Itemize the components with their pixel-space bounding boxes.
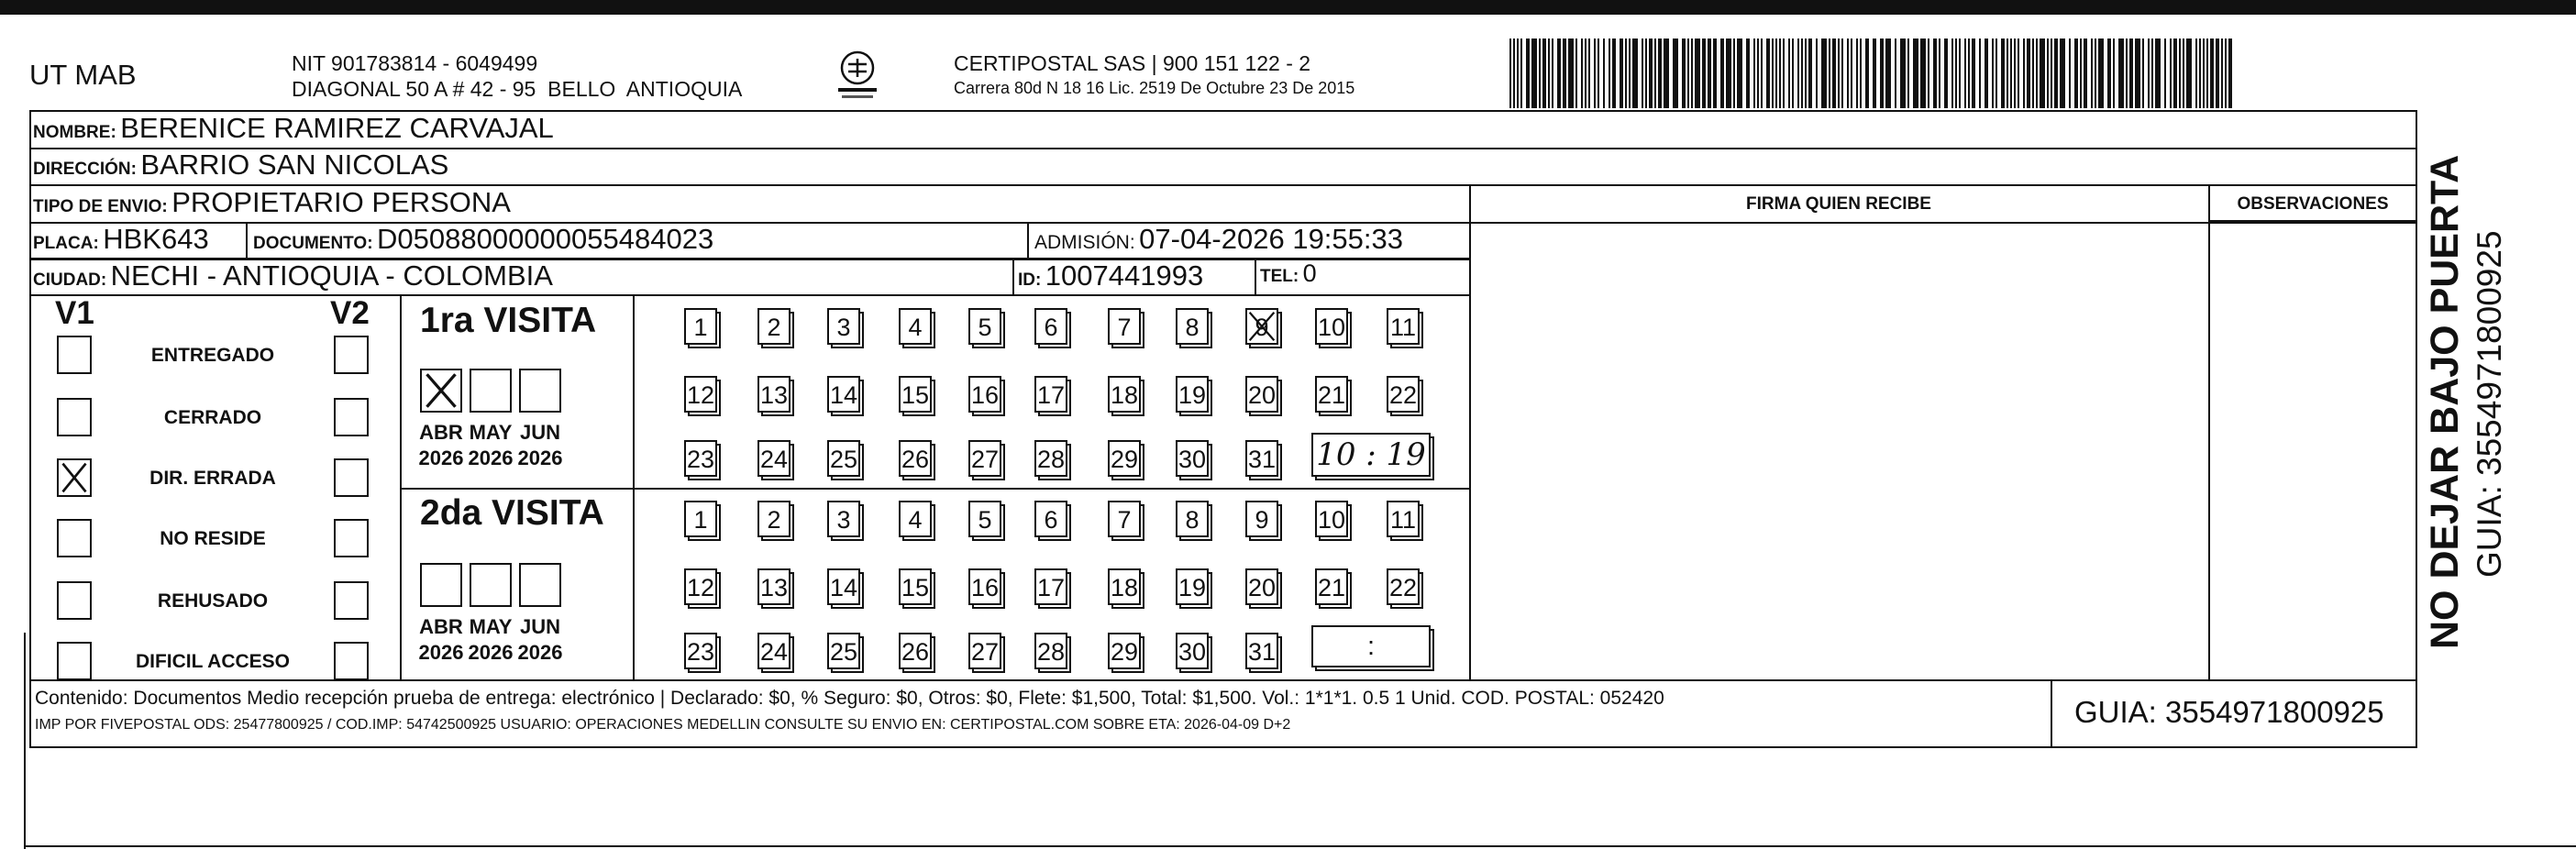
- visit2-month-label: ABR: [419, 615, 463, 638]
- visit2-month-label: JUN: [519, 615, 560, 638]
- barcode-bar: [2206, 39, 2208, 108]
- v2-checkbox[interactable]: [334, 581, 369, 620]
- barcode-bar: [1913, 39, 1918, 108]
- visit2-day-box[interactable]: 15: [899, 568, 932, 605]
- barcode-bar: [2155, 39, 2161, 108]
- barcode-bar: [1620, 39, 1623, 108]
- barcode-bar: [1702, 39, 1706, 108]
- visit2-day-box[interactable]: 30: [1176, 633, 1209, 669]
- placa-value: HBK643: [103, 223, 209, 255]
- barcode-bar: [2173, 39, 2177, 108]
- barcode-bar: [1733, 39, 1735, 108]
- visit2-day-box[interactable]: 19: [1176, 568, 1209, 605]
- visit1-day-box[interactable]: 11: [1387, 308, 1420, 345]
- barcode-bar: [2060, 39, 2065, 108]
- barcode-bar: [1788, 39, 1790, 108]
- barcode-bar: [2179, 39, 2181, 108]
- visit1-day-box[interactable]: 10: [1315, 308, 1348, 345]
- barcode-bar: [1687, 39, 1689, 108]
- barcode-bar: [1972, 39, 1975, 108]
- visit2-day-box[interactable]: 27: [968, 633, 1001, 669]
- id-value: 1007441993: [1045, 259, 1204, 292]
- visit2-month-year: 2026: [468, 641, 514, 664]
- barcode-bar: [2210, 39, 2214, 108]
- direccion-label: DIRECCIÓN:: [33, 160, 137, 179]
- visit2-title: 2da VISITA: [420, 493, 604, 533]
- barcode-bar: [1658, 39, 1662, 108]
- barcode-bar: [2040, 39, 2045, 108]
- barcode-bar: [1968, 39, 1970, 108]
- visit1-day-box[interactable]: 19: [1176, 376, 1209, 413]
- divider: [400, 488, 1469, 490]
- visit2-time: :: [1366, 632, 1376, 661]
- divider: [2208, 185, 2210, 679]
- visit1-day-box[interactable]: 17: [1034, 376, 1067, 413]
- visit1-day-box[interactable]: 15: [899, 376, 932, 413]
- barcode-bar: [1757, 39, 1759, 108]
- placa-label: PLACA:: [33, 234, 99, 253]
- barcode-bar: [1996, 39, 1997, 108]
- barcode-bar: [1588, 39, 1590, 108]
- v1-checkbox[interactable]: [57, 642, 92, 680]
- barcode-bar: [1649, 39, 1653, 108]
- barcode-bar: [1645, 39, 1647, 108]
- barcode-bar: [2183, 39, 2184, 108]
- visit2-day-box[interactable]: 12: [684, 568, 717, 605]
- barcode-bar: [2023, 39, 2025, 108]
- barcode-bar: [1513, 39, 1515, 108]
- certipostal-logo: [833, 48, 882, 105]
- barcode-bar: [2126, 39, 2128, 108]
- visit1-day-box[interactable]: 18: [1108, 376, 1141, 413]
- visit2-month-checkbox[interactable]: [519, 563, 561, 607]
- barcode-bar: [1851, 39, 1852, 108]
- barcode-bar: [1832, 39, 1836, 108]
- carrier-license: Carrera 80d N 18 16 Lic. 2519 De Octubre 23 De 2015: [954, 79, 1355, 97]
- visit1-month-checkbox[interactable]: [470, 369, 512, 413]
- barcode-bar: [1779, 39, 1781, 108]
- v2-checkbox[interactable]: [334, 642, 369, 680]
- barcode-bar: [1979, 39, 1981, 108]
- nombre-label: NOMBRE:: [33, 123, 116, 142]
- barcode-bar: [2225, 39, 2227, 108]
- barcode-bar: [2142, 39, 2144, 108]
- visit2-day-box[interactable]: 10: [1315, 501, 1348, 537]
- visit2-month-year: 2026: [418, 641, 464, 664]
- barcode-bar: [1726, 39, 1731, 108]
- barcode-bar: [2027, 39, 2030, 108]
- barcode-bar: [1928, 39, 1929, 108]
- documento-label: DOCUMENTO:: [253, 234, 373, 253]
- barcode-bar: [2007, 39, 2008, 108]
- visit2-month-checkbox[interactable]: [420, 563, 462, 607]
- barcode-bar: [1920, 39, 1926, 108]
- visit1-day-box[interactable]: 30: [1176, 440, 1209, 477]
- visit1-day-box[interactable]: 16: [968, 376, 1001, 413]
- status-label: CERRADO: [163, 407, 262, 428]
- barcode-bar: [1612, 39, 1616, 108]
- tipo-row: [33, 186, 511, 219]
- barcode-bar: [1900, 39, 1906, 108]
- visit1-month-year: 2026: [418, 447, 464, 469]
- direccion-row: [33, 149, 448, 182]
- visit1-day-box[interactable]: 26: [899, 440, 932, 477]
- status-label: DIR. ERRADA: [149, 468, 276, 489]
- barcode-bar: [2228, 39, 2232, 108]
- v2-header: V2: [330, 295, 370, 331]
- barcode-bar: [1629, 39, 1631, 108]
- visit1-month-label: JUN: [519, 421, 560, 444]
- v2-checkbox[interactable]: [334, 398, 369, 436]
- visit2-day-box[interactable]: 4: [899, 501, 932, 537]
- visit1-day-box[interactable]: 6: [1034, 308, 1067, 345]
- visit1-day-box[interactable]: 20: [1245, 376, 1278, 413]
- divider: [1027, 222, 1029, 259]
- visit2-day-box[interactable]: 11: [1387, 501, 1420, 537]
- v2-checkbox[interactable]: [334, 519, 369, 557]
- status-label: DIFICIL ACCESO: [135, 651, 290, 672]
- barcode-bar: [1753, 39, 1755, 108]
- barcode-bar: [2018, 39, 2019, 108]
- barcode-bar: [2195, 39, 2197, 108]
- visit1-month-checkbox[interactable]: [420, 369, 462, 413]
- visit1-month-year: 2026: [517, 447, 563, 469]
- barcode-bar: [2098, 39, 2104, 108]
- barcode-bar: [1526, 39, 1530, 108]
- visit2-day-box[interactable]: 24: [757, 633, 790, 669]
- visit1-day-number: 9: [1255, 314, 1269, 341]
- nit: NIT 901783814 - 6049499: [292, 51, 538, 75]
- visit1-day-box[interactable]: 5: [968, 308, 1001, 345]
- visit2-day-box[interactable]: 1: [684, 501, 717, 537]
- visit2-day-box[interactable]: 3: [827, 501, 860, 537]
- barcode-bar: [1517, 39, 1519, 108]
- barcode-bar: [1860, 39, 1862, 108]
- visit1-day-box[interactable]: 28: [1034, 440, 1067, 477]
- admision-value: 07-04-2026 19:55:33: [1139, 223, 1403, 255]
- visit2-day-box[interactable]: 23: [684, 633, 717, 669]
- barcode-bar: [1585, 39, 1587, 108]
- barcode-bar: [1885, 39, 1891, 108]
- visit1-day-box[interactable]: 31: [1245, 440, 1278, 477]
- barcode-bar: [2129, 39, 2133, 108]
- status-label: NO RESIDE: [160, 528, 266, 549]
- visit1-day-box[interactable]: 8: [1176, 308, 1209, 345]
- barcode-bar: [2186, 39, 2192, 108]
- visit2-day-box[interactable]: 6: [1034, 501, 1067, 537]
- barcode-bar: [2091, 39, 2093, 108]
- barcode-bar: [1664, 39, 1669, 108]
- barcode-bar: [2069, 39, 2071, 108]
- barcode-bar: [2010, 39, 2012, 108]
- barcode-bar: [1695, 39, 1700, 108]
- visit2-day-box[interactable]: 9: [1245, 501, 1278, 537]
- barcode-bar: [1598, 39, 1599, 108]
- v1-checkbox[interactable]: [57, 458, 92, 497]
- visit1-day-box[interactable]: 7: [1108, 308, 1141, 345]
- side-guia: GUIA: 3554971800925: [2471, 230, 2508, 578]
- visit1-day-box[interactable]: 1: [684, 308, 717, 345]
- visit2-day-box[interactable]: 7: [1108, 501, 1141, 537]
- barcode-bar: [1985, 39, 1988, 108]
- barcode-bar: [1964, 39, 1966, 108]
- divider: [2051, 679, 2052, 748]
- barcode-bar: [1847, 39, 1849, 108]
- barcode-bar: [2051, 39, 2052, 108]
- barcode-bar: [1568, 39, 1574, 108]
- barcode-bar: [1821, 39, 1827, 108]
- barcode-bar: [1542, 39, 1546, 108]
- barcode-bar: [1907, 39, 1909, 108]
- barcode-bar: [1856, 39, 1858, 108]
- divider: [1469, 185, 1471, 679]
- barcode-bar: [1746, 39, 1750, 108]
- visit2-day-box[interactable]: 21: [1315, 568, 1348, 605]
- visit1-day-box[interactable]: 25: [827, 440, 860, 477]
- barcode-bar: [1895, 39, 1896, 108]
- barcode-bar: [1992, 39, 1994, 108]
- barcode-bar: [1783, 39, 1785, 108]
- footer-contenido: Contenido: Documentos Medio recepción prueba de entrega: electrónico | Declarado: $0, % Seguro: $0, Otros: $0, Flete: $1,500, Total: $1,500. Vol.: 1*1*1. 0.5 1 Unid. COD. POSTAL: 052420: [35, 688, 1664, 709]
- barcode-bar: [1829, 39, 1830, 108]
- barcode-bar: [1944, 39, 1948, 108]
- company-address: DIAGONAL 50 A # 42 - 95 BELLO ANTIOQUIA: [292, 77, 743, 101]
- barcode-bar: [1581, 39, 1583, 108]
- barcode-bar: [1959, 39, 1961, 108]
- status-label: ENTREGADO: [150, 345, 275, 366]
- barcode-bar: [1841, 39, 1843, 108]
- visit1-month-year: 2026: [468, 447, 514, 469]
- ciudad-value: NECHI - ANTIOQUIA - COLOMBIA: [110, 259, 553, 292]
- barcode-bar: [2148, 39, 2150, 108]
- barcode-bar: [2014, 39, 2016, 108]
- visit1-title: 1ra VISITA: [420, 301, 597, 340]
- barcode-bar: [1761, 39, 1763, 108]
- barcode-bar: [1673, 39, 1678, 108]
- barcode-bar: [1880, 39, 1884, 108]
- visit2-day-box[interactable]: 18: [1108, 568, 1141, 605]
- visit1-day-box[interactable]: 29: [1108, 440, 1141, 477]
- visit2-day-box[interactable]: 26: [899, 633, 932, 669]
- tipo-value: PROPIETARIO PERSONA: [171, 186, 511, 218]
- visit2-day-box[interactable]: 16: [968, 568, 1001, 605]
- divider: [1012, 259, 1014, 295]
- company-name: UT MAB: [29, 59, 137, 91]
- visit2-month-label: MAY: [469, 615, 513, 638]
- barcode-bar: [1792, 39, 1794, 108]
- visit2-day-box[interactable]: 2: [757, 501, 790, 537]
- barcode-bar: [1816, 39, 1818, 108]
- tipo-label: TIPO DE ENVIO:: [33, 197, 168, 216]
- barcode-bar: [2084, 39, 2087, 108]
- barcode-bar: [1557, 39, 1561, 108]
- admision-label: ADMISIÓN:: [1034, 232, 1135, 253]
- barcode-bar: [2047, 39, 2049, 108]
- documento-value: D05088000000055484023: [377, 223, 714, 255]
- id-field: [1018, 259, 1203, 292]
- barcode-bar: [1563, 39, 1566, 108]
- visit2-day-box[interactable]: 17: [1034, 568, 1067, 605]
- barcode-bar: [1708, 39, 1711, 108]
- divider: [1255, 259, 1256, 295]
- barcode-bar: [1603, 39, 1605, 108]
- no-dejar-bajo-puerta: NO DEJAR BAJO PUERTA: [2423, 154, 2467, 649]
- barcode-bar: [1955, 39, 1957, 108]
- visit2-day-box[interactable]: 31: [1245, 633, 1278, 669]
- barcode-bar: [1797, 39, 1799, 108]
- barcode-bar: [2095, 39, 2096, 108]
- v1-checkbox[interactable]: [57, 581, 92, 620]
- visit1-day-box[interactable]: 27: [968, 440, 1001, 477]
- visit2-time-box: [1311, 625, 1431, 667]
- barcode-bar: [1808, 39, 1812, 108]
- visit1-day-box[interactable]: 23: [684, 440, 717, 477]
- barcode-bar: [1766, 39, 1770, 108]
- barcode-bar: [1838, 39, 1840, 108]
- barcode-bar: [1691, 39, 1693, 108]
- barcode-bar: [2135, 39, 2140, 108]
- barcode-bar: [1594, 39, 1596, 108]
- v1-checkbox[interactable]: [57, 519, 92, 557]
- visit1-day-box[interactable]: 13: [757, 376, 790, 413]
- barcode-bar: [1951, 39, 1953, 108]
- status-label: REHUSADO: [157, 590, 269, 612]
- visit1-day-box[interactable]: [1245, 308, 1278, 345]
- visit2-day-box[interactable]: 5: [968, 501, 1001, 537]
- barcode-bar: [2151, 39, 2153, 108]
- barcode-bar: [2074, 39, 2078, 108]
- divider: [29, 679, 2417, 681]
- barcode-bar: [1939, 39, 1940, 108]
- left-edge-line: [24, 633, 26, 849]
- visit1-day-box[interactable]: 3: [827, 308, 860, 345]
- barcode-bar: [1625, 39, 1627, 108]
- barcode-bar: [2113, 39, 2115, 108]
- barcode-bar: [1642, 39, 1643, 108]
- visit2-day-box[interactable]: 20: [1245, 568, 1278, 605]
- documento-field: [253, 223, 713, 256]
- barcode-bar: [1873, 39, 1876, 108]
- barcode-bar: [1548, 39, 1550, 108]
- barcode-bar: [2118, 39, 2124, 108]
- visit1-day-box[interactable]: 24: [757, 440, 790, 477]
- barcode-bar: [1720, 39, 1724, 108]
- visit1-month-label: ABR: [419, 421, 463, 444]
- footer-guia: GUIA: 3554971800925: [2074, 695, 2384, 729]
- barcode: [1509, 39, 2238, 108]
- visit1-month-checkbox[interactable]: [519, 369, 561, 413]
- v2-checkbox[interactable]: [334, 336, 369, 374]
- barcode-bar: [1632, 39, 1638, 108]
- v1-header: V1: [55, 295, 94, 331]
- visit2-day-box[interactable]: 28: [1034, 633, 1067, 669]
- barcode-bar: [1509, 39, 1511, 108]
- visit2-day-box[interactable]: 14: [827, 568, 860, 605]
- barcode-bar: [2036, 39, 2038, 108]
- ciudad-row: [33, 259, 553, 292]
- top-black-bar: [0, 0, 2576, 15]
- barcode-bar: [1775, 39, 1777, 108]
- visit1-time-box: [1311, 433, 1431, 477]
- divider: [246, 222, 248, 259]
- barcode-bar: [2107, 39, 2111, 108]
- barcode-bar: [1682, 39, 1686, 108]
- barcode-bar: [2032, 39, 2034, 108]
- barcode-bar: [1865, 39, 1869, 108]
- barcode-bar: [1933, 39, 1937, 108]
- barcode-bar: [1737, 39, 1742, 108]
- barcode-bar: [2216, 39, 2219, 108]
- visit2-day-box[interactable]: 13: [757, 568, 790, 605]
- tel-value: 0: [1302, 259, 1317, 287]
- barcode-bar: [1575, 39, 1577, 108]
- id-label: ID:: [1018, 270, 1042, 290]
- barcode-bar: [1801, 39, 1803, 108]
- barcode-bar: [1805, 39, 1807, 108]
- ciudad-label: CIUDAD:: [33, 270, 107, 290]
- barcode-bar: [2054, 39, 2058, 108]
- v2-checkbox[interactable]: [334, 458, 369, 497]
- visit2-day-box[interactable]: 22: [1387, 568, 1420, 605]
- barcode-bar: [1772, 39, 1774, 108]
- barcode-bar: [2001, 39, 2005, 108]
- barcode-bar: [1539, 39, 1541, 108]
- v1-checkbox[interactable]: [57, 398, 92, 436]
- carrier-name: CERTIPOSTAL SAS | 900 151 122 - 2: [954, 51, 1311, 75]
- nombre-row: [33, 112, 554, 145]
- visit1-day-box[interactable]: 4: [899, 308, 932, 345]
- visit1-day-box[interactable]: 2: [757, 308, 790, 345]
- barcode-bar: [1713, 39, 1717, 108]
- bottom-edge-line: [24, 845, 2576, 847]
- barcode-bar: [2170, 39, 2172, 108]
- barcode-bar: [2080, 39, 2082, 108]
- barcode-bar: [1609, 39, 1610, 108]
- barcode-bar: [2164, 39, 2166, 108]
- observaciones-header: OBSERVACIONES: [2237, 194, 2389, 214]
- placa-row: [33, 223, 209, 256]
- tel-field: [1260, 259, 1317, 288]
- v1-checkbox[interactable]: [57, 336, 92, 374]
- visit2-month-checkbox[interactable]: [470, 563, 512, 607]
- visit2-day-box[interactable]: 25: [827, 633, 860, 669]
- visit1-day-box[interactable]: 21: [1315, 376, 1348, 413]
- firma-header: FIRMA QUIEN RECIBE: [1746, 194, 1931, 214]
- barcode-bar: [1531, 39, 1537, 108]
- barcode-bar: [2203, 39, 2205, 108]
- visit2-day-box[interactable]: 8: [1176, 501, 1209, 537]
- footer-impresion: IMP POR FIVEPOSTAL ODS: 25477800925 / COD.IMP: 54742500925 USUARIO: OPERACIONES MEDELLIN CONSULTE SU ENVIO EN: CERTIPOSTAL.COM SOBRE ETA: 2026-04-09 D+2: [35, 717, 1291, 733]
- nombre-value: BERENICE RAMIREZ CARVAJAL: [120, 112, 554, 144]
- divider: [2208, 220, 2417, 222]
- barcode-bar: [1520, 39, 1522, 108]
- barcode-bar: [2199, 39, 2201, 108]
- barcode-bar: [2221, 39, 2223, 108]
- visit1-day-box[interactable]: 22: [1387, 376, 1420, 413]
- tel-label: TEL:: [1260, 267, 1299, 286]
- visit1-month-label: MAY: [469, 421, 513, 444]
- visit2-month-year: 2026: [517, 641, 563, 664]
- direccion-value: BARRIO SAN NICOLAS: [140, 149, 449, 181]
- admision-field: [1034, 223, 1403, 256]
- visit1-time: 10 : 19: [1316, 436, 1426, 473]
- barcode-bar: [1552, 39, 1553, 108]
- visit2-day-box[interactable]: 29: [1108, 633, 1141, 669]
- visit1-day-box[interactable]: 12: [684, 376, 717, 413]
- barcode-bar: [1654, 39, 1656, 108]
- visit1-day-box[interactable]: 14: [827, 376, 860, 413]
